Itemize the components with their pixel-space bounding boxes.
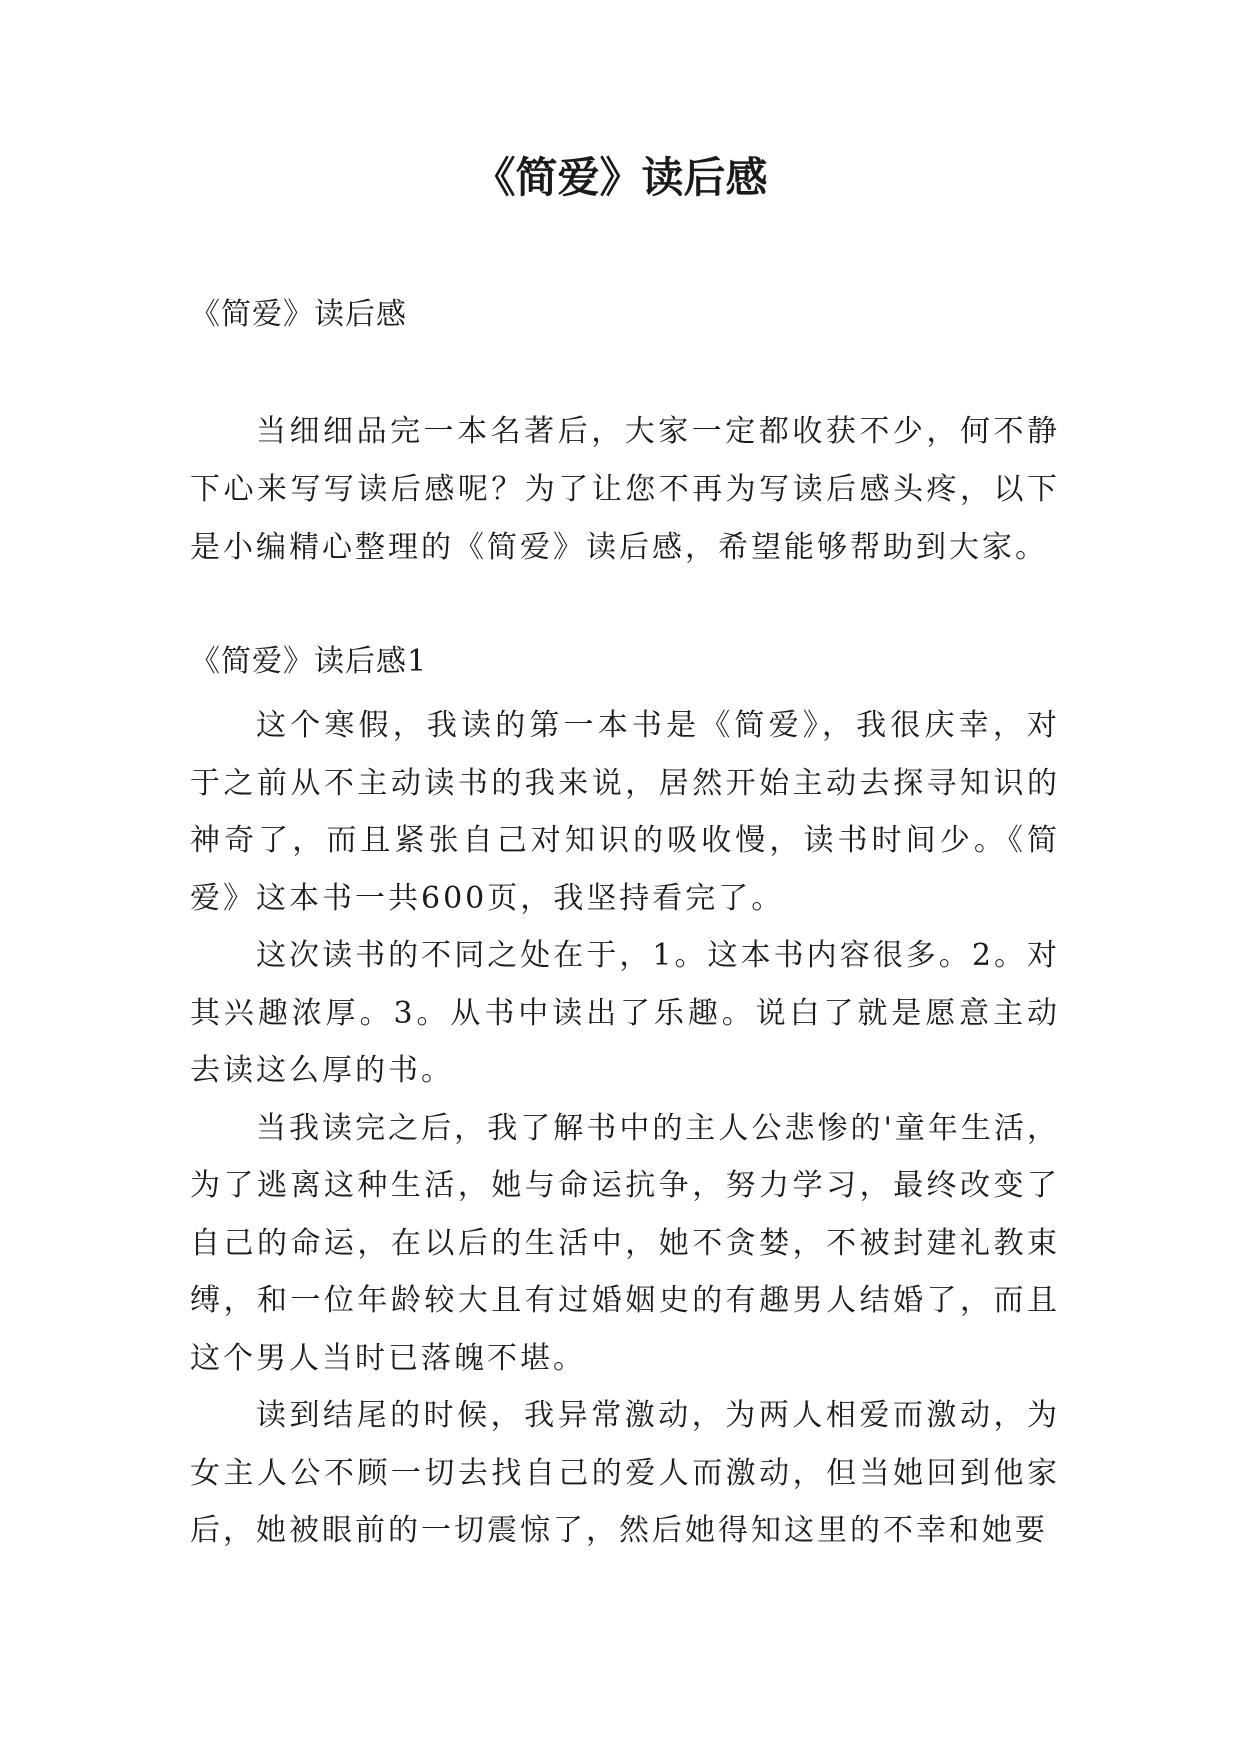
body-paragraph: 这个寒假，我读的第一本书是《简爱》，我很庆幸，对于之前从不主动读书的我来说，居然开始主动去探寻知识的神奇了，而且紧张自己对知识的吸收慢，读书时间少。《简爱》这本书一共600页，我坚持看完了。 (190, 708, 1060, 916)
document-title: 《简爱》读后感 (473, 153, 768, 202)
document-subtitle: 《简爱》读后感 (190, 297, 407, 332)
body-paragraph: 读到结尾的时候，我异常激动，为两人相爱而激动，为女主人公不顾一切去找自己的爱人而激动，但当她回到他家后，她被眼前的一切震惊了，然后她得知这里的不幸和她要 (190, 1398, 1060, 1548)
body-paragraph: 当我读完之后，我了解书中的主人公悲惨的'童年生活，为了逃离这种生活，她与命运抗争，努力学习，最终改变了自己的命运，在以后的生活中，她不贪婪，不被封建礼教束缚，和一位年龄较大且有过婚姻史的有趣男人结婚了，而且这个男人当时已落魄不堪。 (190, 1110, 1060, 1376)
section-body (190, 697, 1060, 1560)
section-heading: 《简爱》读后感1 (190, 644, 428, 679)
intro-paragraph: 当细细品完一本名著后，大家一定都收获不少，何不静下心来写写读后感呢？为了让您不再为写读后感头疼，以下是小编精心整理的《简爱》读后感，希望能够帮助到大家。 (190, 414, 1060, 565)
body-paragraph: 这次读书的不同之处在于，1。这本书内容很多。2。对其兴趣浓厚。3。从书中读出了乐趣。说白了就是愿意主动去读这么厚的书。 (190, 938, 1060, 1088)
